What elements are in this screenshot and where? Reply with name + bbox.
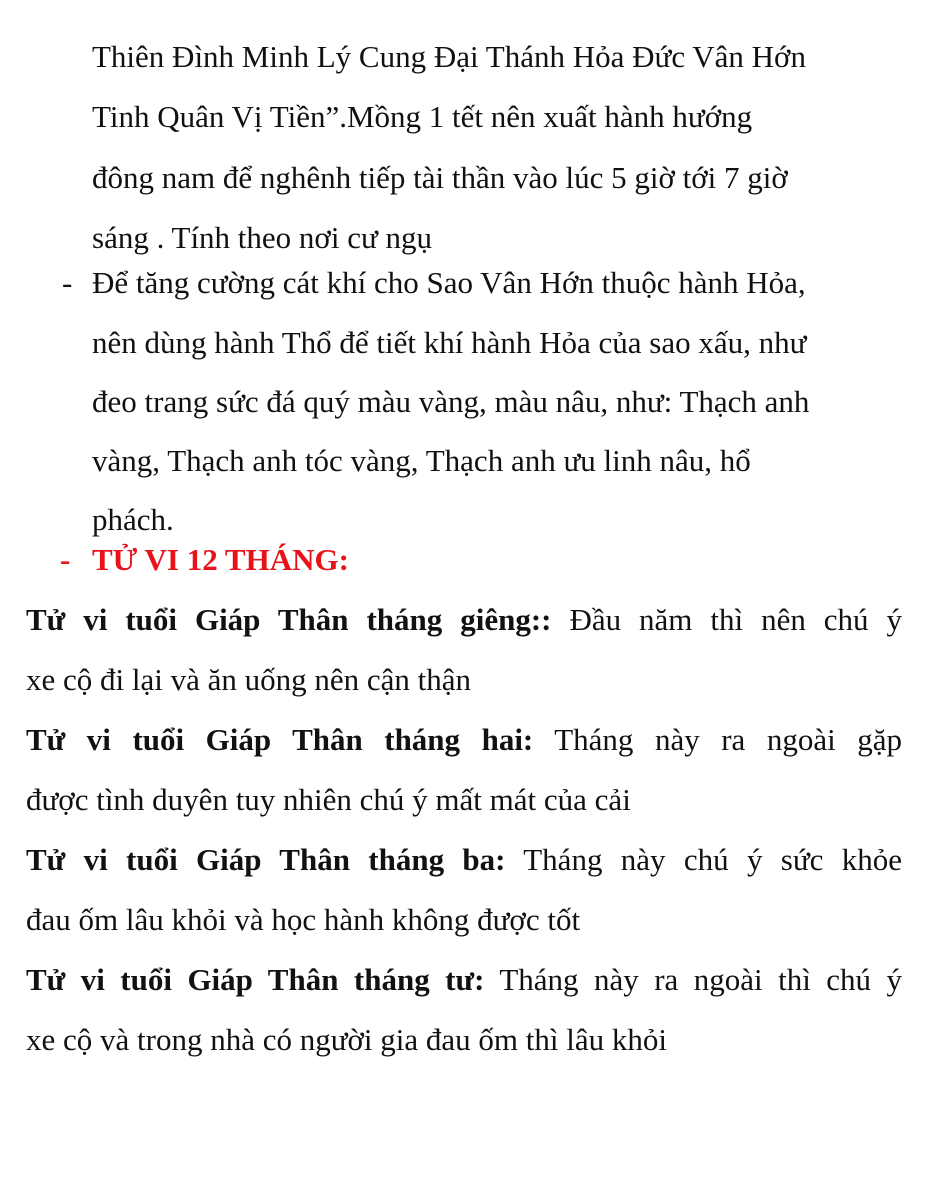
- month-text: xe cộ đi lại và ăn uống nên cận thận: [26, 662, 472, 697]
- intro-line: đông nam để nghênh tiếp tài thần vào lúc 5 giờ tới 7 giờ: [92, 160, 788, 195]
- month-text: Đầu năm thì nên chú ý: [569, 602, 903, 637]
- bullet-marker: -: [62, 265, 73, 300]
- month-label: Tử vi tuổi Giáp Thân tháng tư:: [26, 962, 485, 997]
- month-entry-first-line: [26, 600, 902, 640]
- month-text: được tình duyên tuy nhiên chú ý mất mát của cải: [26, 782, 631, 817]
- bullet-line: đeo trang sức đá quý màu vàng, màu nâu, như: Thạch anh: [92, 384, 810, 419]
- month-entry-first-line: [26, 840, 902, 880]
- month-text: đau ốm lâu khỏi và học hành không được tốt: [26, 902, 581, 937]
- intro-line: Tinh Quân Vị Tiền”.Mồng 1 tết nên xuất hành hướng: [92, 99, 753, 134]
- intro-line: Thiên Đình Minh Lý Cung Đại Thánh Hỏa Đức Vân Hớn: [92, 39, 806, 74]
- month-text: xe cộ và trong nhà có người gia đau ốm thì lâu khỏi: [26, 1022, 667, 1057]
- bullet-line: Để tăng cường cát khí cho Sao Vân Hớn thuộc hành Hỏa,: [92, 265, 806, 300]
- month-text: Tháng này ra ngoài gặp: [554, 722, 902, 757]
- month-label: Tử vi tuổi Giáp Thân tháng giêng::: [26, 602, 552, 637]
- month-entry-first-line: [26, 720, 902, 760]
- month-text: Tháng này ra ngoài thì chú ý: [499, 962, 902, 997]
- month-label: Tử vi tuổi Giáp Thân tháng ba:: [26, 842, 506, 877]
- bullet-line: nên dùng hành Thổ để tiết khí hành Hỏa của sao xấu, như: [92, 325, 807, 360]
- section-heading: TỬ VI 12 THÁNG:: [92, 542, 349, 577]
- month-text: Tháng này chú ý sức khỏe: [523, 842, 902, 877]
- intro-line: sáng . Tính theo nơi cư ngụ: [92, 220, 433, 255]
- bullet-line: vàng, Thạch anh tóc vàng, Thạch anh ưu linh nâu, hổ: [92, 443, 751, 478]
- bullet-line: phách.: [92, 502, 174, 537]
- month-entry-first-line: [26, 960, 902, 1000]
- month-label: Tử vi tuổi Giáp Thân tháng hai:: [26, 722, 534, 757]
- section-marker: -: [60, 542, 71, 577]
